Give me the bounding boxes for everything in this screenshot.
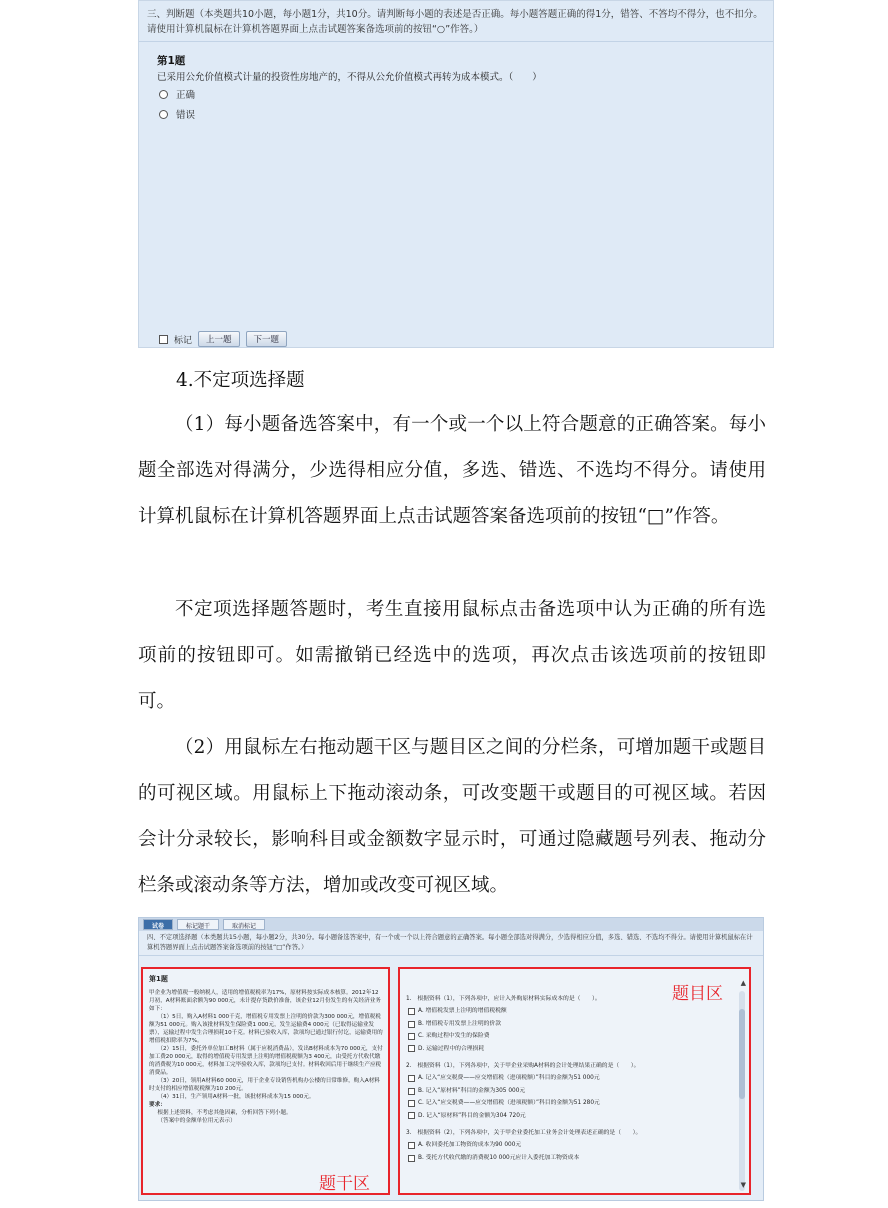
question-text: 1. 根据资料（1），下列各项中，应计入外购原材料实际成本的是（ ）。 bbox=[406, 996, 601, 1002]
paragraph-3: （2）用鼠标左右拖动题干区与题目区之间的分栏条，可增加题干或题目的可视区域。用鼠标上下拖动滚动条，可改变题干或题目的可视区域。若因会计分录较长，影响科目或金额数字显示时，可通过隐藏题号列表、拖动分栏条或滚动条等方法，增加或改变可视区域。 bbox=[138, 737, 766, 896]
option-label: B. 记入“原材料”科目的金额为305 000元 bbox=[418, 1087, 526, 1094]
paragraph-1: （1）每小题备选答案中，有一个或一个以上符合题意的正确答案。每小题全部选对得满分，少选得相应分值，多选、错选、不选均不得分。请使用计算机鼠标在计算机答题界面上点击试题答案备选项前的按钮“□”作答。 bbox=[138, 414, 766, 527]
scrollbar-thumb[interactable] bbox=[739, 1009, 745, 1099]
question-list bbox=[406, 993, 736, 1169]
stem-line: 甲企业为增值税一般纳税人，适用的增值税税率为17%，原材料按实际成本核算。2012年12月初，A材料账面余额为90 000元，未计提存货跌价准备，该企业12月份发生的有关经济业务如下： bbox=[149, 990, 381, 1012]
question-text: 2. 根据资料（1），下列各项中，关于甲企业采购A材料的会计处理结果正确的是（ ）。 bbox=[406, 1063, 640, 1070]
scroll-up-icon[interactable]: ▲ bbox=[740, 979, 746, 987]
section-instruction: 四、不定项选择题（本类题共15小题，每小题2分，共30分。每小题备选答案中，有一个或一个以上符合题意的正确答案。每小题全部选对得满分，少选得相应分值，多选、错选、不选均不得分。请使用计算机鼠标在计算机答题界面上点击试题答案备选项前的按钮“□”作答。） bbox=[139, 931, 763, 956]
option-label: D. 记入“原材料”科目的金额为304 720元 bbox=[418, 1112, 526, 1119]
mark-label: 标记 bbox=[174, 335, 193, 346]
option[interactable] bbox=[406, 1097, 736, 1109]
question-text: 已采用公允价值模式计量的投资性房地产的，不得从公允价值模式再转为成本模式。（ ） bbox=[157, 72, 542, 83]
option-label: A. 增值税发票上注明的增值税税额 bbox=[418, 1008, 507, 1015]
list-item bbox=[406, 1060, 736, 1122]
checkbox-icon[interactable] bbox=[408, 1112, 415, 1119]
tab-mark-stem[interactable]: 标记题干 bbox=[177, 919, 219, 930]
stem-line: （2）15日，委托外单位加工B材料（属于应税消费品），发出B材料成本为70 000元，支付加工费20 000元，取得的增值税专用发票上注明的增值税税额为3 400元，由受托方代收代缴的消费税为10 000元，材料加工完毕验收入库，款项均已支付。材料收回后用于继续生产应税消费品。 bbox=[149, 1046, 383, 1076]
question-stem-panel[interactable] bbox=[141, 967, 390, 1195]
stem-requirement: 要求： bbox=[149, 1102, 166, 1108]
paragraph-2: 不定项选择题答题时，考生直接用鼠标点击备选项中认为正确的所有选项前的按钮即可。如需撤销已经选中的选项，再次点击该选项前的按钮即可。 bbox=[138, 599, 766, 712]
option[interactable] bbox=[406, 1030, 736, 1042]
scrollbar[interactable] bbox=[739, 991, 745, 1191]
option-label: C. 采购过程中发生的保险费 bbox=[418, 1033, 490, 1040]
checkbox-icon[interactable] bbox=[408, 1021, 415, 1028]
tab-unmark[interactable]: 取消标记 bbox=[223, 919, 265, 930]
question-footer bbox=[159, 331, 287, 347]
option[interactable] bbox=[406, 1139, 736, 1151]
option-label: 正确 bbox=[176, 90, 196, 101]
option[interactable] bbox=[406, 1005, 736, 1017]
stem-line: （4）31日，生产领用A材料一批，该批材料成本为15 000元。 bbox=[157, 1094, 315, 1100]
indefinite-choice-screenshot bbox=[138, 917, 764, 1201]
checkbox-icon[interactable] bbox=[408, 1075, 415, 1082]
option[interactable] bbox=[406, 1152, 736, 1164]
stem-title: 第1题 bbox=[149, 975, 168, 983]
option-label: A. 收回委托加工物资的成本为90 000元 bbox=[418, 1142, 522, 1149]
prev-question-button[interactable]: 上一题 bbox=[198, 331, 240, 347]
judgment-question-screenshot bbox=[138, 0, 774, 348]
checkbox-icon[interactable] bbox=[408, 1100, 415, 1107]
list-item bbox=[406, 993, 736, 1055]
option[interactable] bbox=[406, 1018, 736, 1030]
question-text: 3. 根据资料（2），下列各项中，关于甲企业委托加工业务会计处理表述正确的是（ ）。 bbox=[406, 1130, 642, 1137]
option-label: D. 运输过程中的合理损耗 bbox=[418, 1045, 485, 1052]
section-instruction: 三、判断题（本类题共10小题，每小题1分，共10分。请判断每小题的表述是否正确。每小题答题正确的得1分，错答、不答均不得分，也不扣分。请使用计算机鼠标在计算机答题界面上点击试题答案备选项前的按钮“○”作答。） bbox=[139, 1, 773, 42]
option-label: A. 记入“应交税费——应交增值税（进项税额）”科目的金额为51 000元 bbox=[418, 1075, 600, 1082]
question-number: 第1题 bbox=[157, 55, 186, 67]
mark-checkbox[interactable] bbox=[159, 335, 168, 344]
option[interactable] bbox=[406, 1072, 736, 1084]
radio-icon[interactable] bbox=[159, 110, 168, 119]
question-region-label: 题目区 bbox=[672, 984, 723, 1004]
checkbox-icon[interactable] bbox=[408, 1142, 415, 1149]
option-false[interactable] bbox=[159, 107, 195, 121]
option[interactable] bbox=[406, 1043, 736, 1055]
tab-bar bbox=[139, 918, 763, 931]
option-true[interactable] bbox=[159, 87, 195, 101]
scroll-down-icon[interactable]: ▼ bbox=[740, 1181, 746, 1189]
option-label: B. 受托方代收代缴的消费税10 000元应计入委托加工物资成本 bbox=[418, 1154, 580, 1161]
checkbox-icon[interactable] bbox=[408, 1033, 415, 1040]
question-list-panel[interactable] bbox=[398, 967, 751, 1195]
list-item bbox=[406, 1127, 736, 1164]
stem-line: （3）20日，领用A材料60 000元，用于企业专设销售机构办公楼的日常维修，购入A材料时支付的相应增值税税额为10 200元。 bbox=[149, 1078, 380, 1092]
section-heading: 4.不定项选择题 bbox=[176, 370, 305, 391]
checkbox-icon[interactable] bbox=[408, 1045, 415, 1052]
stem-region-label: 题干区 bbox=[319, 1174, 370, 1194]
tab-exam[interactable]: 试卷 bbox=[143, 919, 173, 930]
option-label: 错误 bbox=[176, 110, 196, 121]
next-question-button[interactable]: 下一题 bbox=[246, 331, 288, 347]
checkbox-icon[interactable] bbox=[408, 1088, 415, 1095]
checkbox-icon[interactable] bbox=[408, 1155, 415, 1162]
option-label: B. 增值税专用发票上注明的价款 bbox=[418, 1020, 502, 1027]
stem-text bbox=[149, 989, 383, 1125]
stem-line: 根据上述资料，不考虑其他因素，分析回答下列小题。 bbox=[157, 1110, 292, 1116]
stem-line: （答案中的金额单位用元表示） bbox=[157, 1118, 236, 1124]
option[interactable] bbox=[406, 1110, 736, 1122]
option-label: C. 记入“应交税费——应交增值税（进项税额）”科目的金额为51 280元 bbox=[418, 1100, 600, 1107]
option[interactable] bbox=[406, 1085, 736, 1097]
stem-line: （1）5日，购入A材料1 000千克，增值税专用发票上注明的价款为300 000元，增值税税额为51 000元。购入该批材料发生保险费1 000元，发生运输费4 000元（已取得运输业发票），运输过程中发生合理损耗10千克。材料已验收入库，款项均已通过银行付讫，运输费用的增值税扣除率为7%。 bbox=[149, 1014, 383, 1044]
checkbox-icon[interactable] bbox=[408, 1008, 415, 1015]
radio-icon[interactable] bbox=[159, 90, 168, 99]
